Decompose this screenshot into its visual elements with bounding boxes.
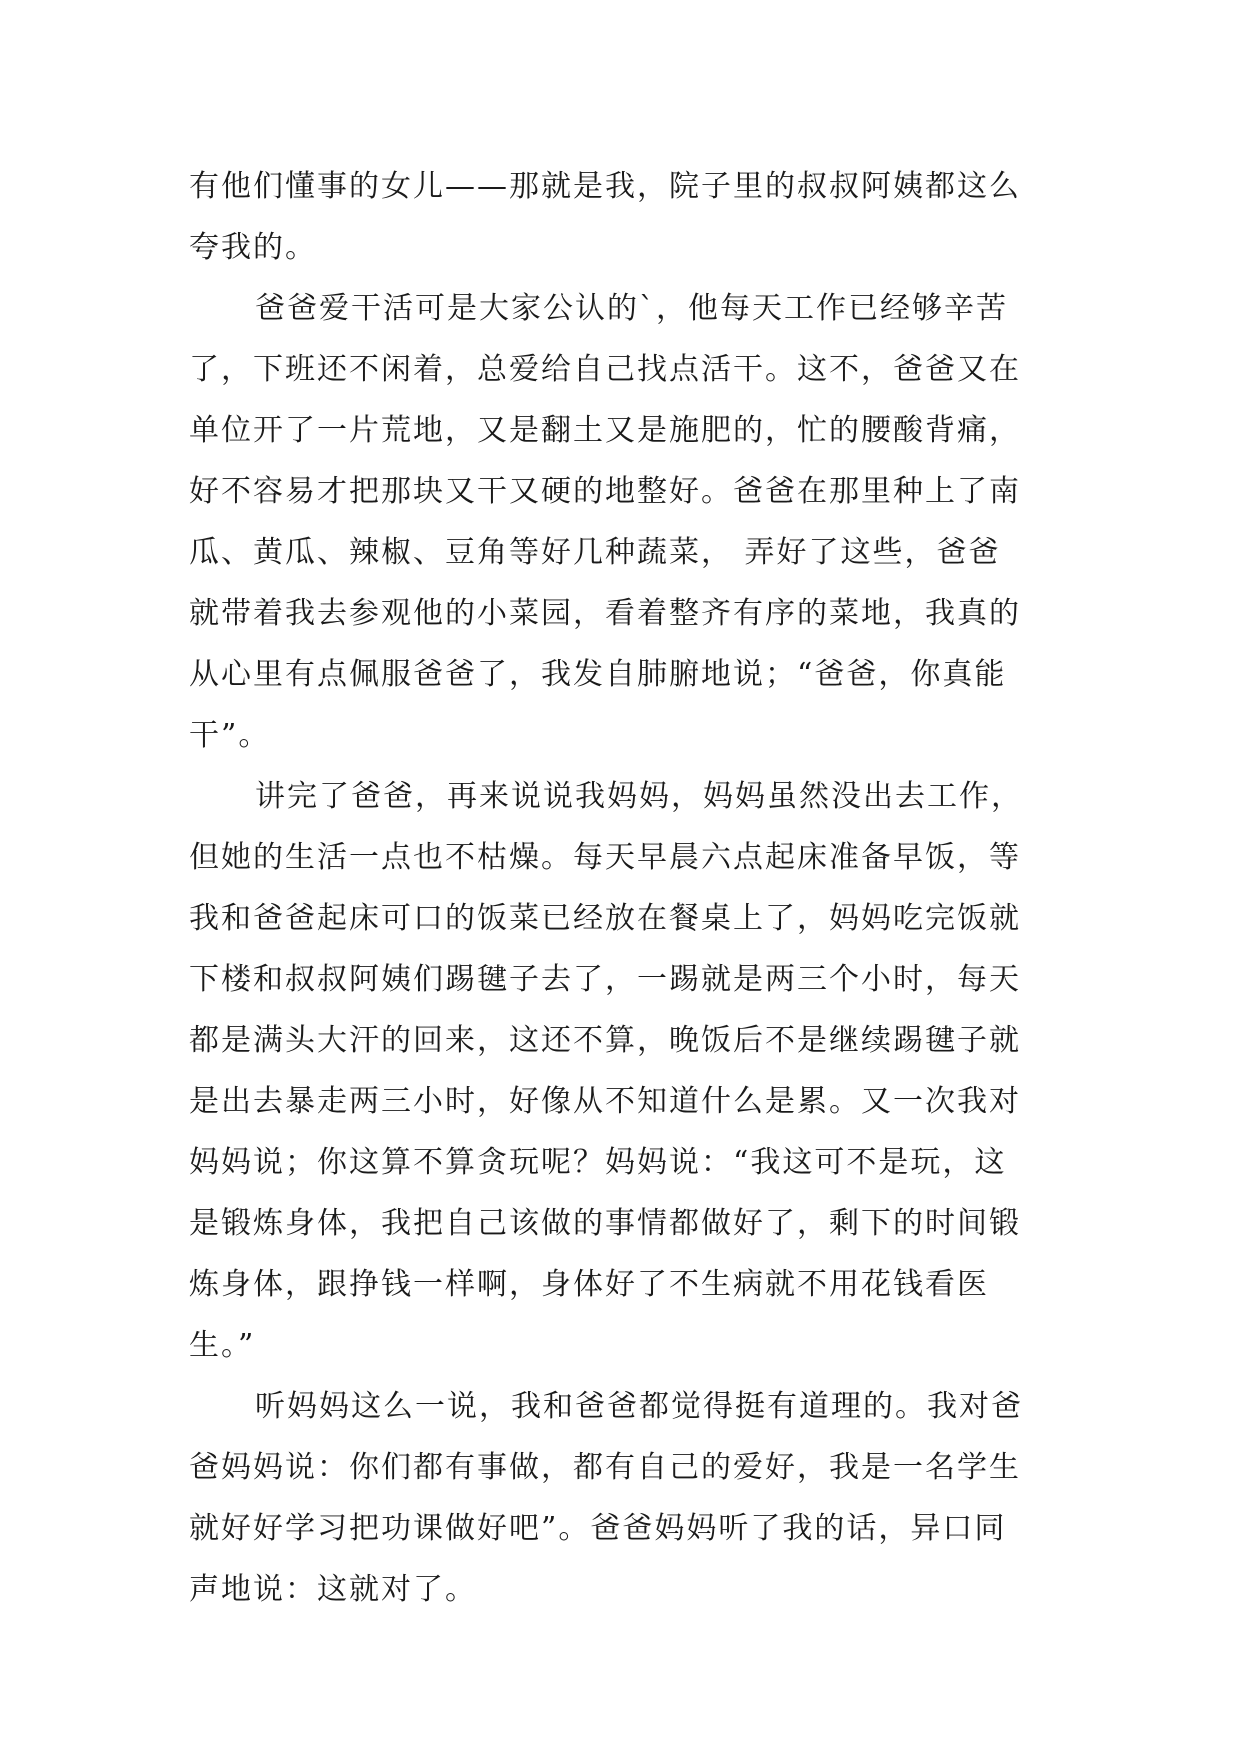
text-line: 单位开了一片荒地，又是翻土又是施肥的，忙的腰酸背痛， — [189, 413, 1021, 448]
paragraph-first-line: 爸爸爱干活可是大家公认的`，他每天工作已经够辛苦 — [255, 291, 1008, 326]
paragraph-first-line: 听妈妈这么一说，我和爸爸都觉得挺有道理的。我对爸 — [255, 1389, 1023, 1424]
text-line: 炼身体，跟挣钱一样啊，身体好了不生病就不用花钱看医 — [189, 1267, 989, 1302]
text-line: 下楼和叔叔阿姨们踢毽子去了，一踢就是两三个小时，每天 — [189, 962, 1021, 997]
body-text — [189, 156, 1059, 1620]
text-line: 都是满头大汗的回来，这还不算，晚饭后不是继续踢毽子就 — [189, 1023, 1021, 1058]
text-line: 声地说：这就对了。 — [189, 1572, 477, 1607]
paragraph-first-line: 讲完了爸爸，再来说说我妈妈，妈妈虽然没出去工作， — [255, 779, 1023, 814]
text-line: 干”。 — [189, 718, 271, 753]
text-line: 夸我的。 — [189, 230, 317, 265]
text-line: 生。” — [189, 1328, 256, 1363]
text-line: 从心里有点佩服爸爸了，我发自肺腑地说；“爸爸，你真能 — [189, 657, 1007, 692]
text-line: 妈妈说；你这算不算贪玩呢？妈妈说：“我这可不是玩，这 — [189, 1145, 1007, 1180]
text-line: 就带着我去参观他的小菜园，看着整齐有序的菜地，我真的 — [189, 596, 1021, 631]
text-line: 有他们懂事的女儿——那就是我，院子里的叔叔阿姨都这么 — [189, 169, 1021, 204]
text-line: 是出去暴走两三小时，好像从不知道什么是累。又一次我对 — [189, 1084, 1021, 1119]
text-line: 但她的生活一点也不枯燥。每天早晨六点起床准备早饭，等 — [189, 840, 1021, 875]
text-line: 瓜、黄瓜、辣椒、豆角等好几种蔬菜， 弄好了这些，爸爸 — [189, 535, 1001, 570]
text-line: 好不容易才把那块又干又硬的地整好。爸爸在那里种上了南 — [189, 474, 1021, 509]
text-line: 爸妈妈说：你们都有事做，都有自己的爱好，我是一名学生 — [189, 1450, 1021, 1485]
text-line: 就好好学习把功课做好吧”。爸爸妈妈听了我的话，异口同 — [189, 1511, 1007, 1546]
text-line: 我和爸爸起床可口的饭菜已经放在餐桌上了，妈妈吃完饭就 — [189, 901, 1021, 936]
text-line: 了，下班还不闲着，总爱给自己找点活干。这不，爸爸又在 — [189, 352, 1021, 387]
text-line: 是锻炼身体，我把自己该做的事情都做好了，剩下的时间锻 — [189, 1206, 1021, 1241]
